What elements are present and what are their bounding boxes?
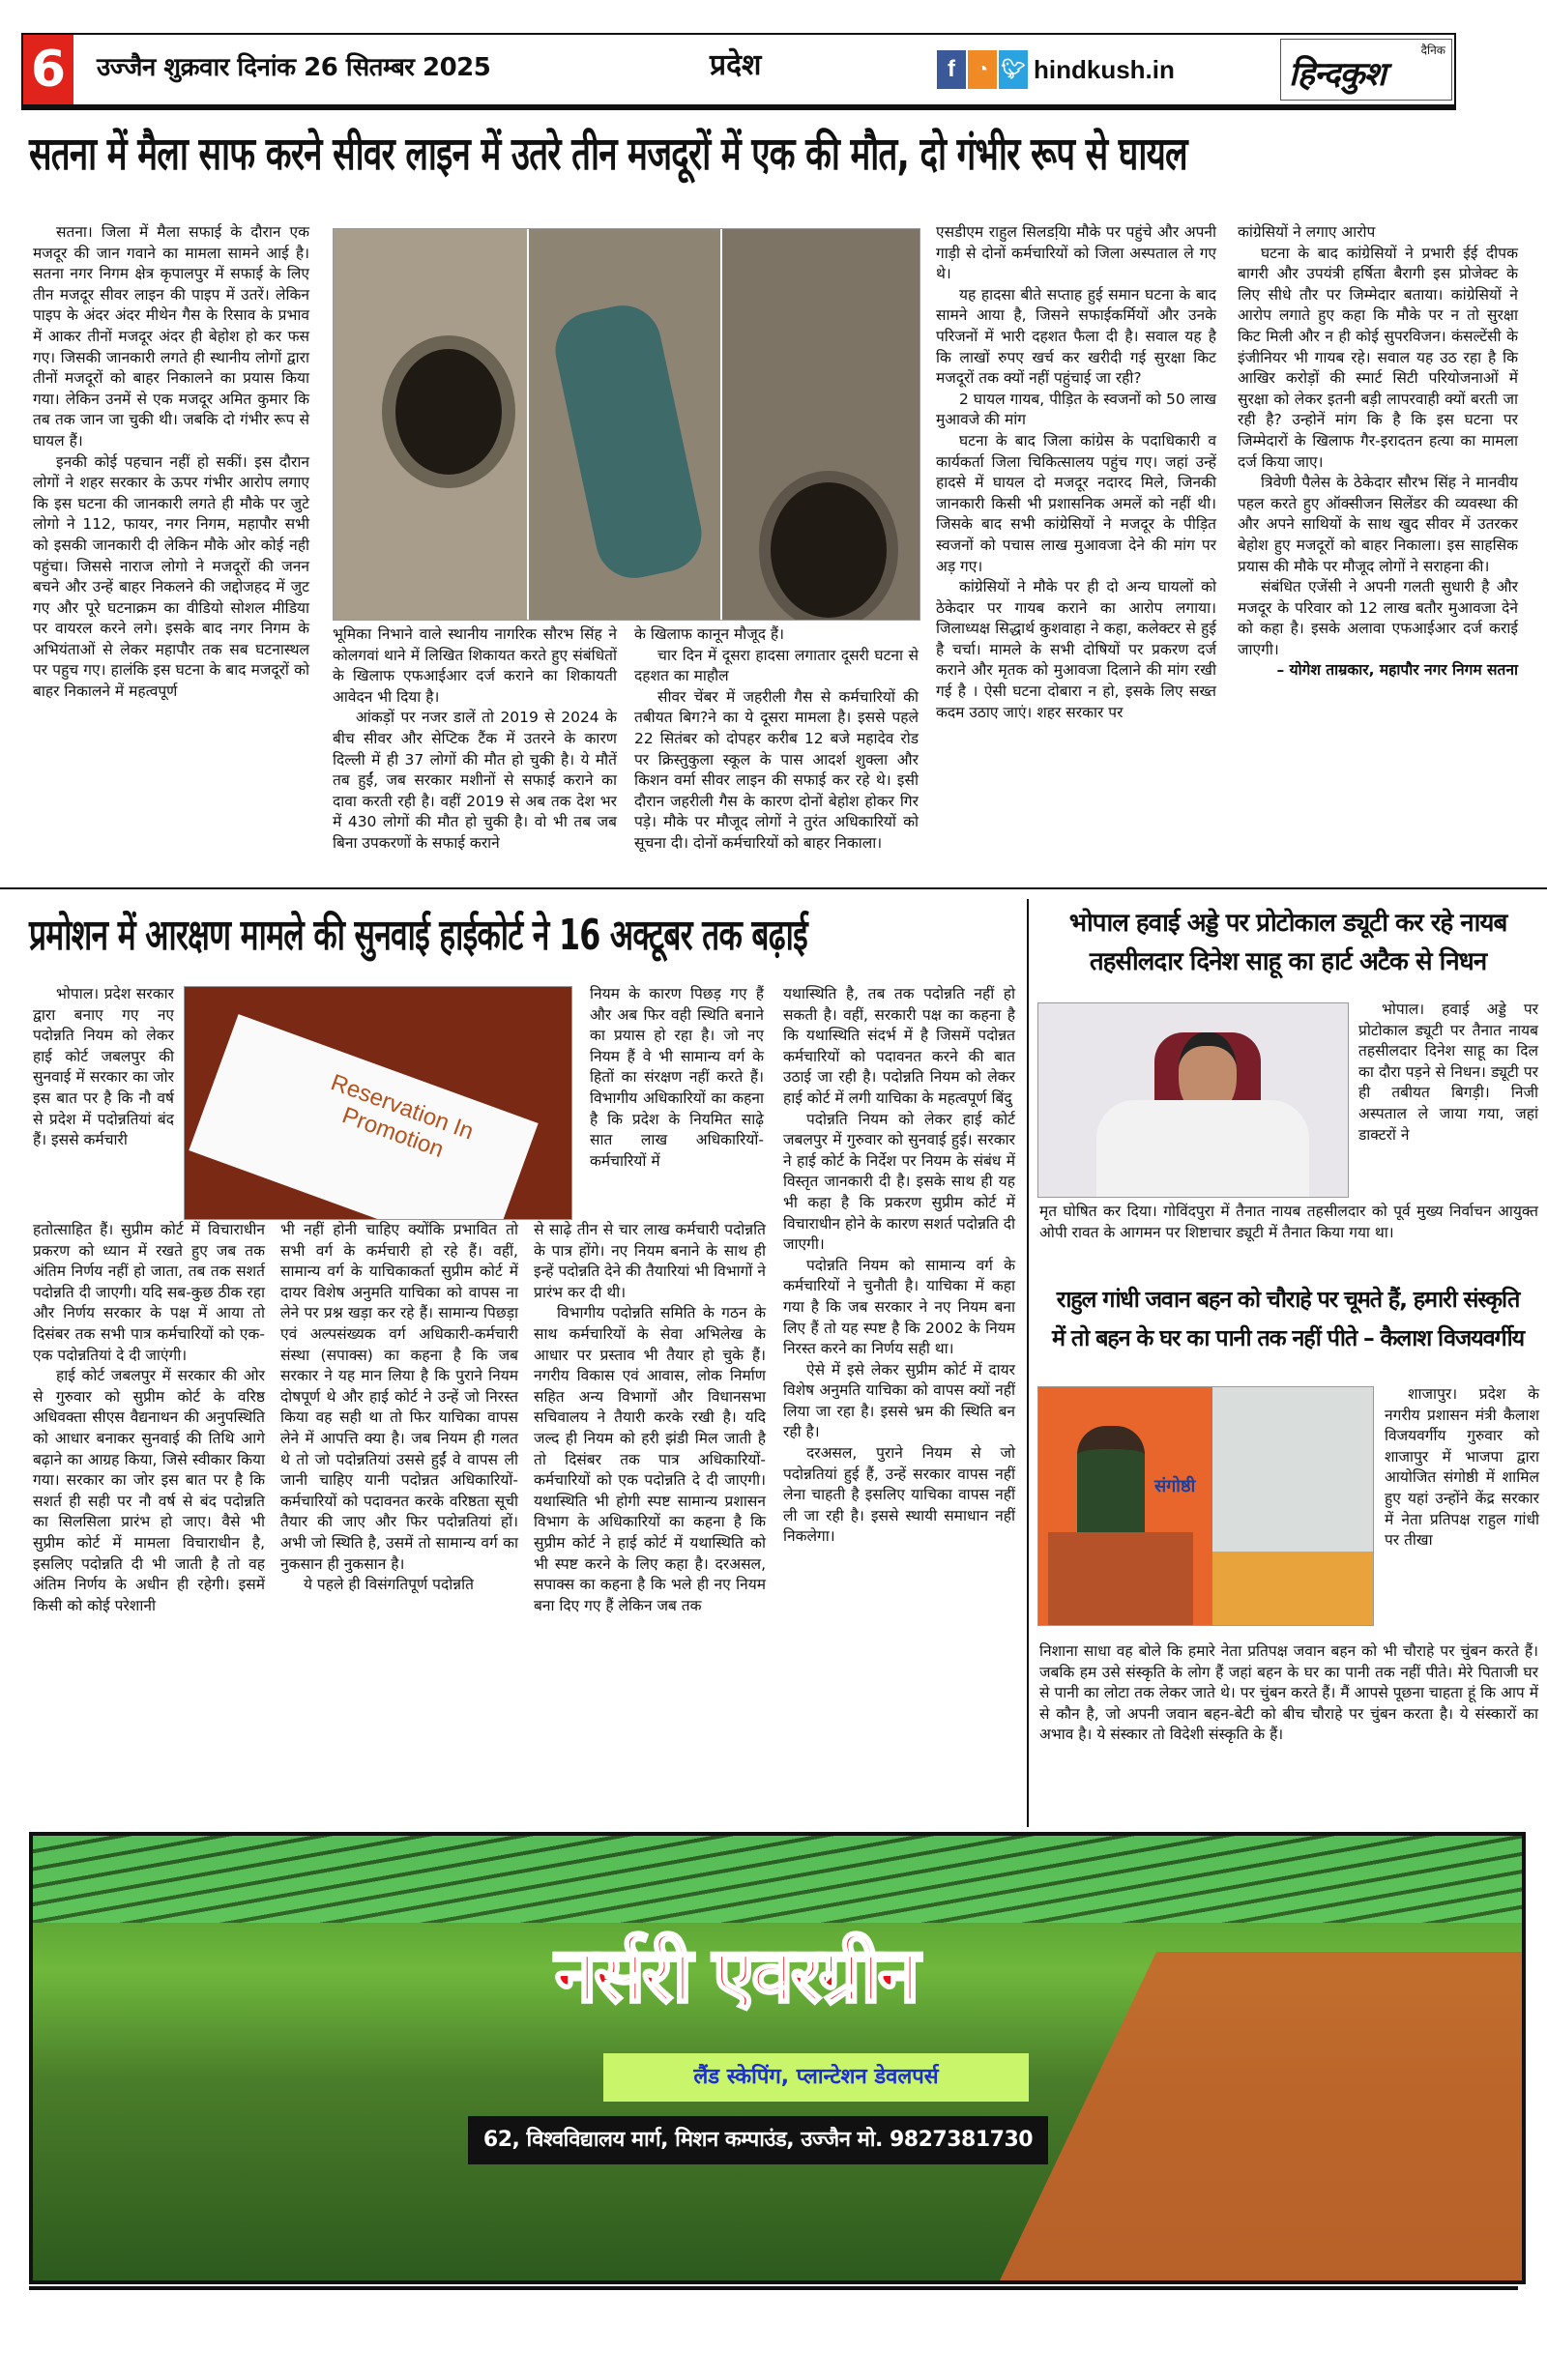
- column-divider: [1027, 899, 1029, 1827]
- paragraph: यथास्थिति है, तब तक पदोन्नति नहीं हो सकती है। वहीं, सरकारी पक्ष का कहना है कि यथास्थिति संदर्भ में है जिसमें पदोन्नत कर्मचारियों को पदावनत करने की बात उठाई जा रही है। पदोन्नति नियम को लेकर हाई कोर्ट में लगी याचिका के महत्वपूर्ण बिंदु: [783, 985, 1015, 1107]
- paragraph: मृत घोषित कर दिया। गोविंदपुरा में तैनात नायब तहसीलदार को पूर्व मुख्य निर्वाचन आयुक्त ओपी रावत के आगमन पर शिष्टाचार ड्यूटी में तैनात किया गया था।: [1039, 1203, 1538, 1241]
- headline-line: भोपाल हवाई अड्डे पर प्रोटोकाल ड्यूटी कर रहे नायब: [1068, 909, 1507, 938]
- newspaper-logo: [1280, 39, 1452, 101]
- paragraph: यह हादसा बीते सप्ताह हुई समान घटना के बाद सामने आया है, जिसने सफाईकर्मियों और उनके परिजनों में भारी दहशत फैला दी है। सवाल यह है कि लाखों रुपए खर्च कर खरीदी गई सुरक्षा किट मजदूरों तक क्यों नहीं पहुंचाई जा रही?: [936, 285, 1216, 388]
- masthead: [21, 33, 1456, 110]
- paragraph: पदोन्नति नियम को सामान्य वर्ग के कर्मचारियों ने चुनौती है। याचिका में कहा गया है कि जब सरकार ने नए नियम बना लिए हैं तो यह स्पष्ट है कि 2002 के नियम निरस्त करने का निर्णय सही था।: [783, 1256, 1015, 1358]
- paragraph: निशाना साधा वह बोले कि हमारे नेता प्रतिपक्ष जवान बहन को भी चौराहे पर चुंबन करते हैं। जबकि हम उसे संस्कृति के लोग हैं जहां बहन के घर का पानी तक नहीं पीते। मेरे पिताजी घर से पानी का लोटा तक लेकर जाते थे। पर चुंबन करते हैं। मैं आपसे पूछना चाहता हूं कि आप में से कौन है, जो अपनी जवान बहन-बेटी को बीच चौराहे पर चुंबन करता है। ये संस्कारों का अभाव है। ये संस्कार तो विदेशी संस्कृति के हैं।: [1039, 1642, 1538, 1744]
- story1-col4: [936, 222, 1216, 723]
- paragraph: कांग्रेसियों ने मौके पर ही दो अन्य घायलों को ठेकेदार पर गायब कराने का आरोप लगाया। जिलाध्यक्ष सिद्धार्थ कुशवाहा ने कहा, कलेक्टर से हुई है चर्चा। मामले के सभी दोषियों पर प्रकरण दर्ज कराने और मृतक को मुआवजा दिलाने की मांग रखी गई है । ऐसी घटना दोबारा न हो, इसके लिए सख्त कदम उठाए जाएं। शहर सरकार पर: [936, 578, 1216, 721]
- paragraph: संबंधित एजेंसी ने अपनी गलती सुधारी है और मजदूर के परिवार को 12 लाख बतौर मुआवजा देने को कहा है। इसके अलावा एफआईआर दर्ज कराई जाएगी।: [1238, 578, 1518, 658]
- story4-headline: [1036, 1280, 1539, 1357]
- paragraph: एसडीएम राहुल सिलडयि़ा मौके पर पहुंचे और अपनी गाड़ी से दोनों कर्मचारियों को जिला अस्पताल ले गए थे।: [936, 223, 1216, 283]
- story2-photo: [184, 986, 572, 1220]
- greenhouse-image: [33, 1836, 1522, 1923]
- manhole-image: [382, 335, 515, 488]
- divider: [0, 887, 1547, 889]
- story3-photo: [1037, 1002, 1349, 1198]
- ad-title: नर्सरी एवरग्रीन: [555, 1932, 918, 2019]
- paragraph: हाई कोर्ट जबलपुर में सरकार की ओर से गुरुवार को सुप्रीम कोर्ट के वरिष्ठ अधिवक्ता सीएस वैद्यनाथन की अनुपस्थिति को आधार बनाकर सुनवाई की तिथि आगे बढ़ाने का आग्रह किया, जिसे स्वीकार किया गया। सरकार का जोर इस बात पर है कि सशर्त ही सही पर नौ वर्ष से बंद पदोन्नति का सिलसिला प्रारंभ हो जाए। वैसे भी सुप्रीम कोर्ट में मामला विचाराधीन है, इसलिए पदोन्नति दी भी जाती है तो वह अंतिम निर्णय के अधीन ही रहेगी। इसमें किसी को कोई परेशानी: [33, 1367, 265, 1614]
- paragraph: पदोन्नति नियम को लेकर हाई कोर्ट जबलपुर में गुरुवार को सुनवाई हुई। सरकार ने हाई कोर्ट के निर्देश पर नियम के संबंध में विस्तृत जानकारी दी है। इसके साथ ही यह भी कहा है कि प्रकरण सुप्रीम कोर्ट में विचाराधीन होने के कारण सशर्त पदोन्नति दी जाएगी।: [783, 1110, 1015, 1254]
- paragraph: से साढ़े तीन से चार लाख कर्मचारी पदोन्नति के पात्र होंगे। नए नियम बनाने के साथ ही इन्हें पदोन्नति देने की तैयारियां भी विभागों ने प्रारंभ कर दी थी।: [534, 1221, 766, 1301]
- paragraph: नियम के कारण पिछड़ गए हैं और अब फिर वही स्थिति बनाने का प्रयास हो रहा है। जो नए नियम हैं वे भी सामान्य वर्ग के हितों का संरक्षण नहीं करते हैं। विभागीय अधिकारियों का कहना है कि प्रदेश के नियमित साढ़े सात लाख अधिकारियों-कर्मचारियों में: [590, 985, 764, 1170]
- paragraph: दरअसल, पुराने नियम से जो पदोन्नतियां हुई हैं, उन्हें सरकार वापस नहीं लेना चाहती है इसलिए याचिका वापस नहीं ली जा रही है। इससे स्थायी समाधान नहीं निकलेगा।: [783, 1444, 1015, 1546]
- ad-address: 62, विश्वविद्यालय मार्ग, मिशन कम्पाउंड, उज्जैन मो. 9827381730: [468, 2116, 1048, 2164]
- byline: – योगेश ताम्रकार, महापौर नगर निगम सतना: [1276, 661, 1518, 680]
- story3-bottom-text: [1039, 1202, 1538, 1243]
- story1-photo: [333, 228, 920, 621]
- envelope-text: Reservation In Promotion: [327, 1069, 478, 1164]
- story2-col3: [534, 1220, 766, 1616]
- story1-headline: सतना में मैला साफ करने सीवर लाइन में उतरे तीन मजदूरों में एक की मौत, दो गंभीर रूप से घायल: [29, 128, 1187, 181]
- story2-headline: प्रमोशन में आरक्षण मामले की सुनवाई हाईकोर्ट ने 16 अक्टूबर तक बढ़ाई: [29, 911, 807, 960]
- paragraph: के खिलाफ कानून मौजूद हैं।: [634, 625, 785, 643]
- story1-col3: [634, 624, 919, 855]
- story1-col5: [1238, 222, 1518, 682]
- ad-tagline: लैंड स्केपिंग, प्लान्टेशन डेवलपर्स: [603, 2053, 1029, 2102]
- paragraph: ये पहले ही विसंगतिपूर्ण पदोन्नति: [304, 1576, 474, 1594]
- paragraph: शाजापुर। प्रदेश के नगरीय प्रशासन मंत्री कैलाश विजयवर्गीय गुरुवार को शाजापुर में भाजपा द्वारा आयोजित संगोष्ठी में शामिल हुए यहां उन्होंने केंद्र सरकार में नेता प्रतिपक्ष राहुल गांधी पर तीखा: [1385, 1385, 1539, 1550]
- story2-col2: [280, 1220, 518, 1596]
- paragraph: त्रिवेणी पैलेस के ठेकेदार सौरभ सिंह ने मानवीय पहल करते हुए ऑक्सीजन सिलेंडर की व्यवस्था की और अपने साथियों के साथ खुद सीवर में उतरकर बेहोश हुए मजदूरों को बाहर निकाला। इस साहसिक प्रयास की मौके पर मौजूद लोगों ने सराहना की।: [1238, 474, 1518, 575]
- headline-line: राहुल गांधी जवान बहन को चौराहे पर चूमते हैं, हमारी संस्कृति: [1056, 1286, 1520, 1313]
- headline-line: तहसीलदार दिनेश साहू का हार्ट अटैक से निधन: [1089, 947, 1487, 976]
- story4-bottom-text: [1039, 1641, 1538, 1746]
- website-link[interactable]: hindkush.in: [1034, 55, 1175, 84]
- story1-col2: [333, 624, 617, 855]
- story2-col3-top: [590, 984, 764, 1172]
- twitter-icon[interactable]: 🐦︎: [999, 50, 1028, 89]
- logo-daily: दैनिक: [1420, 44, 1445, 57]
- page-number: 6: [23, 35, 73, 104]
- paragraph: आंकड़ों पर नजर डालें तो 2019 से 2024 के बीच सीवर और सेप्टिक टैंक में उतरने के कारण दिल्ली में ही 37 लोगों की मौत हो चुकी है। ये मौतें तब हुईं, जब सरकार मशीनों से सफाई कराने का दावा करती रही है। वहीं 2019 से अब तक देश भर में 430 लोगों की मौत हो चुकी है। वो भी तब जब बिना उपकरणों के सफाई कराने: [333, 709, 617, 852]
- podium-image: [1048, 1532, 1193, 1625]
- story3-headline: [1036, 904, 1539, 981]
- paragraph: घटना के बाद कांग्रेसियों ने प्रभारी ईई दीपक बागरी और उपयंत्री हर्षिता बैरागी इस प्रोजेक्ट के लिए सीधे तौर पर जिम्मेदार बताया। कांग्रेसियों ने आरोप लगाते हुए कहा कि मौके पर न तो सुरक्षा किट मिली और न ही कोई सुपरविजन। कंसल्टेंसी के इंजीनियर भी गायब रहे। सवाल यह उठ रहा है कि आखिर करोड़ों की स्मार्ट सिटी परियोजनाओं में सुरक्षा को लेकर इतनी बड़ी लापरवाही क्यों बरती जा रही है? उन्होनें मांग कि है कि इस घटना पर जिम्मेदारों के खिलाफ गैर-इरादतन हत्या का मामला दर्ज किया जाए।: [1238, 244, 1518, 471]
- paragraph: भी नहीं होनी चाहिए क्योंकि प्रभावित तो सभी वर्ग के कर्मचारी हो रहे हैं। वहीं, सामान्य वर्ग के याचिकाकर्ता सुप्रीम कोर्ट में दायर विशेष अनुमति याचिका को वापस ना लेने पर प्रश्न खड़ा कर रहे हैं। सामान्य पिछड़ा एवं अल्पसंख्यक वर्ग अधिकारी-कर्मचारी संस्था (सपाक्स) का कहना है कि जब सरकार ने यह मान लिया है कि पुराने नियम दोषपूर्ण थे और हाई कोर्ट ने उन्हें जो निरस्त किया वह सही था तो फिर याचिका वापस लेने में आपत्ति क्या है। जब नियम ही गलत थे तो जो पदोन्नतियां उससे हुईं वे वापस ली जानी चाहिए यानी पदोन्नत अधिकारियों-कर्मचारियों को पदावनत करके वरिष्ठता सूची तैयार की जाए और फिर पदोन्नतियां हों। अभी जो स्थिति है, उसमें तो सामान्य वर्ग का नुकसान ही नुकसान है।: [280, 1221, 518, 1573]
- social-links: [937, 50, 1028, 89]
- story2-col4: [783, 984, 1015, 1548]
- paragraph: इनकी कोई पहचान नहीं हो सकीं। इस दौरान लोगों ने शहर सरकार के ऊपर गंभीर आरोप लगाए कि इस घटना की जानकारी लगते ही मौके पर जुटे लोगो ने 112, फायर, नगर निगम, महापौर सभी को इसकी जानकारी दी लेकिन मौके ओर कोई नही पहुंचा। जिससे नाराज लोगो ने मजदूरों की जनन बचने और उन्हें बाहर निकलने की जद्दोजहद में जुट गए और पूरे घटनाक्रम का वीडियो सोशल मीडिया पर वायरल करने लगे। इसके बाद नगर निगम के अभियंताओं से लेकर महापौर तक सब घटनास्थल पर पहुच गए। हालंकि इस घटना के बाद मजदूरों को बाहर निकालने में महत्वपूर्ण: [33, 452, 309, 701]
- headline-line: में तो बहन के घर का पानी तक नहीं पीते – कैलाश विजयवर्गीय: [1051, 1324, 1524, 1351]
- logo-name: हिन्दकुश: [1289, 55, 1386, 94]
- story4-photo: [1037, 1386, 1374, 1626]
- rss-icon[interactable]: ◔: [968, 50, 997, 89]
- advertisement[interactable]: [29, 1832, 1526, 2284]
- audience-image: [1212, 1552, 1373, 1625]
- subheading: 2 घायल गायब, पीड़ित के स्वजनों को 50 लाख मुआवजे की मांग: [936, 390, 1216, 429]
- paragraph: भोपाल। हवाई अड्डे पर प्रोटोकाल ड्यूटी पर तैनात नायब तहसीलदार दिनेश साहू का दिल का दौरा पड़ने से निधन। ड्यूटी पर ही तबीयत बिगड़ी। निजी अस्पताल ले जाया गया, जहां डाक्टरों ने: [1358, 1001, 1538, 1144]
- subheading: चार दिन में दूसरा हादसा लगातार दूसरी घटना से दहशत का माहौल: [634, 646, 919, 685]
- facebook-icon[interactable]: f: [937, 50, 966, 89]
- banner-text: संगोष्ठी: [1154, 1476, 1196, 1496]
- shirt-image: [1096, 1100, 1309, 1197]
- subheading: कांग्रेसियों ने लगाए आरोप: [1238, 223, 1376, 241]
- story2-col1-top: [33, 984, 174, 1151]
- paragraph: घटना के बाद जिला कांग्रेस के पदाधिकारी व कार्यकर्ता जिला चिकित्सालय पहुंच गए। जहां उन्हें हादसे में घायल दो मजदूर नदारद मिले, जिनकी जानकारी किसी भी प्रशासनिक अमलें को नहीं थी। जिसके बाद सभी कांग्रेसियों ने मजदूर के पीड़ित स्वजनों को पचास लाख मुआवजा देने की मांग पर अड़ गए।: [936, 431, 1216, 575]
- story4-side-text: [1385, 1384, 1539, 1552]
- path-image: [1000, 1952, 1522, 2280]
- paragraph: सतना। जिला में मैला सफाई के दौरान एक मजदूर की जान गवाने का मामला सामने आई है। सतना नगर निगम क्षेत्र कृपालपुर में सफाई के लिए तीन मजदूर सीवर लाइन की पाइप में उतरें। लेकिन पाइप के अंदर अंदर मीथेन गैस के रिसाव के प्रभाव में आकर तीनों मजदूर अंदर ही बेहोश हो कर फस गए। जिसकी जानकारी लगते ही स्थानीय लोगों द्वारा तीनों मजदूरों को बाहर निकालने का प्रयास किया गया। लेकिन उनमें से एक मजदूर अमित कुमार कि तब तक जान जा चुकी थी। जबकि दो गंभीर रूप से घायल हैं।: [33, 223, 309, 450]
- manhole-image: [759, 471, 898, 621]
- paragraph: भोपाल। प्रदेश सरकार द्वारा बनाए गए नए पदोन्नति नियम को लेकर हाई कोर्ट जबलपुर की सुनवाई में सरकार का जोर इस बात पर है कि नौ वर्ष से प्रदेश में पदोन्नतियां बंद हैं। इससे कर्मचारी: [33, 985, 174, 1149]
- injured-worker-image: [548, 299, 709, 586]
- story2-col1: [33, 1220, 265, 1616]
- paragraph: भूमिका निभाने वाले स्थानीय नागरिक सौरभ सिंह ने कोलगवां थाने में लिखित शिकायत करते हुए संबंधितों के खिलाफ एफआईआर दर्ज कराने का शिकायती आवेदन भी दिया है।: [333, 625, 617, 706]
- footer-rule: [29, 2286, 1518, 2290]
- dateline: उज्जैन शुक्रवार दिनांक 26 सितम्बर 2025: [97, 53, 491, 82]
- paragraph: सीवर चेंबर में जहरीली गैस से कर्मचारियों की तबीयत बिग?ने का ये दूसरा मामला है। इससे पहले 22 सितंबर को दोपहर करीब 12 बजे महादेव रोड पर क्रिस्तुकुला स्कूल के पास आदर्श शुक्ला और किशन वर्मा सीवर लाइन की सफाई कर रहे थे। इसी दौरान जहरीली गैस के कारण दोनों बेहोश होकर गिर पड़े। मौके पर मौजूद लोगों ने तुरंत अधिकारियों को सूचना दी। दोनों कर्मचारियों को बाहर निकाला।: [634, 687, 919, 852]
- paragraph: विभागीय पदोन्नति समिति के गठन के साथ कर्मचारियों के सेवा अभिलेख के आधार पर प्रस्ताव भी तैयार हो चुके हैं। नगरीय विकास एवं आवास, लोक निर्माण सहित अन्य विभागों और विधानसभा सचिवालय ने तैयारी करके रखी है। यदि जल्द ही नियम को हरी झंडी मिल जाती है तो दिसंबर तक पात्र अधिकारियों-कर्मचारियों को एक पदोन्नति दे दी जाएगी। यथास्थिति भी होगी स्पष्ट सामान्य प्रशासन विभाग के अधिकारियों का कहना है कि सुप्रीम कोर्ट ने हाई कोर्ट में यथास्थिति को भी स्पष्ट करने के लिए कहा है। दरअसल, सपाक्स का कहना है कि भले ही नए नियम बना दिए गए हैं लेकिन जब तक: [534, 1304, 766, 1614]
- story3-side-text: [1358, 1000, 1538, 1146]
- story1-col1: [33, 222, 309, 703]
- paragraph: ऐसे में इसे लेकर सुप्रीम कोर्ट में दायर विशेष अनुमति याचिका को वापस क्यों नहीं लिया जा रहा है। इससे भ्रम की स्थिति बन रही है।: [783, 1360, 1015, 1441]
- paragraph: हतोत्साहित हैं। सुप्रीम कोर्ट में विचाराधीन प्रकरण को ध्यान में रखते हुए जब तक अंतिम निर्णय नहीं हो जाता, तब तक सशर्त पदोन्नति दी जाएगी। यदि सब-कुछ ठीक रहा और निर्णय सरकार के पक्ष में आया तो दिसंबर तक सभी पात्र कर्मचारियों को एक-एक पदोन्नतियां दे दी जाएंगी।: [33, 1221, 265, 1364]
- section-title: प्रदेश: [710, 48, 762, 82]
